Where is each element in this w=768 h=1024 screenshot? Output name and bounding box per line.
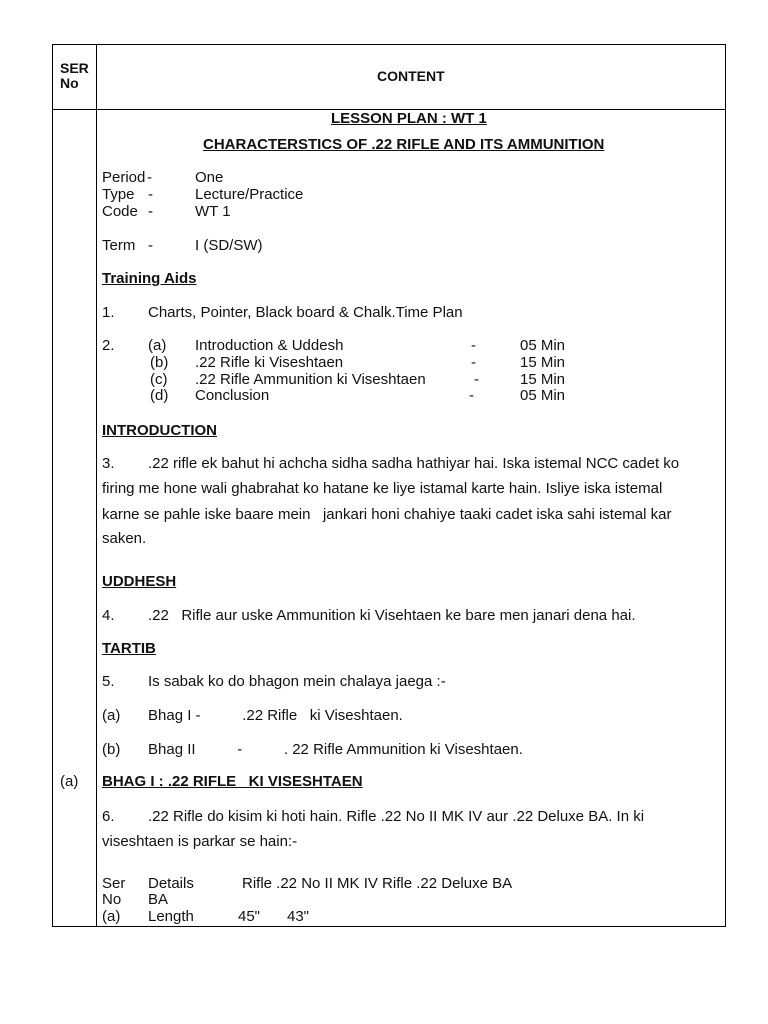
meta-label-code: Code: [102, 203, 138, 220]
plan-dash-c: -: [474, 371, 479, 388]
meta-dash-type: -: [148, 186, 153, 203]
tartib-text-b: Bhag II - . 22 Rifle Ammunition ki Viseshtaen.: [148, 741, 523, 758]
meta-value-code: WT 1: [195, 203, 231, 220]
spec-row-sub: (a): [102, 908, 121, 925]
spec-row-val1: 45": [238, 908, 261, 925]
plan-text-a: Introduction & Uddesh: [195, 337, 344, 354]
spec-row-val2: 43": [287, 908, 310, 925]
content-header: CONTENT: [377, 68, 445, 84]
plan-time-d: 05 Min: [520, 387, 566, 404]
spec-col-rifles: Rifle .22 No II MK IV Rifle .22 Deluxe BA: [242, 875, 513, 892]
tartib-num: 5.: [102, 673, 115, 690]
plan-sub-a: (a): [148, 337, 167, 354]
introduction-num: 3.: [102, 455, 115, 472]
introduction-line4: saken.: [102, 530, 147, 547]
uddhesh-heading: UDDHESH: [102, 573, 177, 590]
meta-label-term: Term: [102, 237, 136, 254]
introduction-line3: karne se pahle iske baare mein jankari honi chahiye taaki cadet iska sahi istemal kar: [102, 506, 672, 523]
tartib-sub-b: (b): [102, 741, 121, 758]
plan-dash-d: -: [469, 387, 474, 404]
meta-value-type: Lecture/Practice: [195, 186, 304, 203]
plan-sub-d: (d): [150, 387, 169, 404]
training-aids-item1-num: 1.: [102, 304, 115, 321]
lesson-title: LESSON PLAN : WT 1: [331, 110, 487, 127]
tartib-text: Is sabak ko do bhagon mein chalaya jaega :-: [148, 673, 446, 690]
spec-col-no: No: [102, 891, 122, 908]
plan-time-a: 05 Min: [520, 337, 566, 354]
introduction-heading: INTRODUCTION: [102, 422, 217, 439]
bhag1-line2: viseshtaen is parkar se hain:-: [102, 833, 298, 850]
tartib-text-a: Bhag I - .22 Rifle ki Viseshtaen.: [148, 707, 403, 724]
introduction-line2: firing me hone wali ghabrahat ko hatane ke liye istamal karte hain. Isliye iska istemal: [102, 480, 663, 497]
training-aids-heading: Training Aids: [102, 270, 197, 287]
lesson-subtitle: CHARACTERSTICS OF .22 RIFLE AND ITS AMMUNITION: [203, 136, 605, 153]
plan-text-d: Conclusion: [195, 387, 270, 404]
column-divider: [96, 44, 97, 927]
plan-dash-a: -: [471, 337, 476, 354]
spec-col-details: Details: [148, 875, 194, 892]
tartib-sub-a: (a): [102, 707, 121, 724]
meta-dash-period: -: [147, 169, 152, 186]
meta-label-period: Period: [102, 169, 146, 186]
plan-time-c: 15 Min: [520, 371, 566, 388]
spec-row-label: Length: [148, 908, 194, 925]
meta-value-period: One: [195, 169, 224, 186]
meta-dash-code: -: [148, 203, 153, 220]
meta-label-type: Type: [102, 186, 135, 203]
plan-time-b: 15 Min: [520, 354, 566, 371]
plan-sub-b: (b): [150, 354, 169, 371]
spec-col-ba: BA: [148, 891, 169, 908]
bhag1-heading: BHAG I : .22 RIFLE KI VISESHTAEN: [102, 773, 363, 790]
ser-no-header-line1: SER: [60, 60, 89, 76]
uddhesh-text: .22 Rifle aur uske Ammunition ki Visehtaen ke bare men janari dena hai.: [148, 607, 636, 624]
spec-col-ser: Ser: [102, 875, 126, 892]
plan-text-c: .22 Rifle Ammunition ki Viseshtaen: [195, 371, 426, 388]
meta-value-term: I (SD/SW): [195, 237, 263, 254]
introduction-line1: .22 rifle ek bahut hi achcha sidha sadha hathiyar hai. Iska istemal NCC cadet ko: [148, 455, 680, 472]
plan-sub-c: (c): [150, 371, 168, 388]
bhag1-num: 6.: [102, 808, 115, 825]
training-aids-item2-num: 2.: [102, 337, 115, 354]
plan-text-b: .22 Rifle ki Viseshtaen: [195, 354, 344, 371]
ser-no-header-line2: No: [60, 75, 79, 91]
ser-no-marker: (a): [60, 773, 79, 790]
meta-dash-term: -: [148, 237, 153, 254]
tartib-heading: TARTIB: [102, 640, 156, 657]
bhag1-line1: .22 Rifle do kisim ki hoti hain. Rifle .22 No II MK IV aur .22 Deluxe BA. In ki: [148, 808, 645, 825]
plan-dash-b: -: [471, 354, 476, 371]
uddhesh-num: 4.: [102, 607, 115, 624]
training-aids-item1-text: Charts, Pointer, Black board & Chalk.Time Plan: [148, 304, 463, 321]
